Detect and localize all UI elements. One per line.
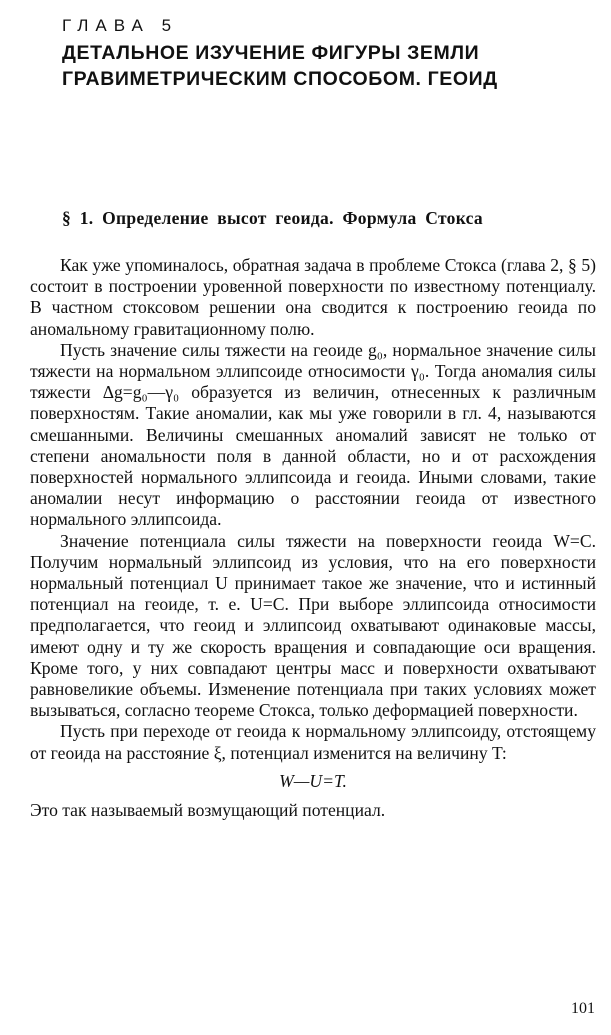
chapter-title-line-2: ГРАВИМЕТРИЧЕСКИМ СПОСОБОМ. ГЕОИД: [62, 68, 498, 90]
paragraph-2: Пусть значение силы тяжести на геоиде g₀, нормальное значение силы тяжести на нормальном эллипсоиде относимости γ₀. Тогда аномалия силы тяжести Δg=g₀—γ₀ образуется из величин, отнесенных к различным поверхностям. Такие аномалии, как мы уже говорили в гл. 4, называются смешанными. Величины смешанных аномалий зависят не только от степени аномальности поля в данной области, но и от расхождения поверхностей нормального эллипсоида и геоида. Иными словами, такие аномалии несут информацию о расстоянии геоида от известного нормального эллипсоида.: [30, 339, 596, 530]
formula: W—U=T.: [279, 770, 347, 791]
paragraph-1: Как уже упоминалось, обратная задача в проблеме Стокса (глава 2, § 5) состоит в построении уровенной поверхности по известному потенциалу. В частном стоксовом решении она сводится к построению геоида по аномальному гравитационному полю.: [30, 255, 596, 339]
closing-sentence: Это так называемый возмущающий потенциал.: [30, 800, 386, 821]
chapter-title-line-1: ДЕТАЛЬНОЕ ИЗУЧЕНИЕ ФИГУРЫ ЗЕМЛИ: [62, 42, 480, 64]
body-text: [30, 255, 596, 821]
paragraph-4: Пусть при переходе от геоида к нормальному эллипсоиду, отстоящему от геоида на расстояние ξ, потенциал изменится на величину T:: [30, 721, 596, 763]
chapter-label: ГЛАВА 5: [62, 16, 179, 35]
page-number: 101: [571, 1000, 595, 1017]
paragraph-3: Значение потенциала силы тяжести на поверхности геоида W=C. Получим нормальный эллипсоид из условия, что на его поверхности нормальный потенциал U принимает такое же значение, что и истинный потенциал на геоиде, т. е. U=C. При выборе эллипсоида относимости предполагается, что геоид и эллипсоид охватывают одинаковые массы, имеют одну и ту же скорость вращения и совпадающие оси вращения. Кроме того, у них совпадают центры масс и поверхности охватывают равновеликие объемы. Изменение потенциала при таких условиях может вызываться, согласно теореме Стокса, только деформацией поверхности.: [30, 530, 596, 721]
section-heading: § 1. Определение высот геоида. Формула Стокса: [62, 208, 483, 228]
chapter-title: [62, 40, 582, 92]
